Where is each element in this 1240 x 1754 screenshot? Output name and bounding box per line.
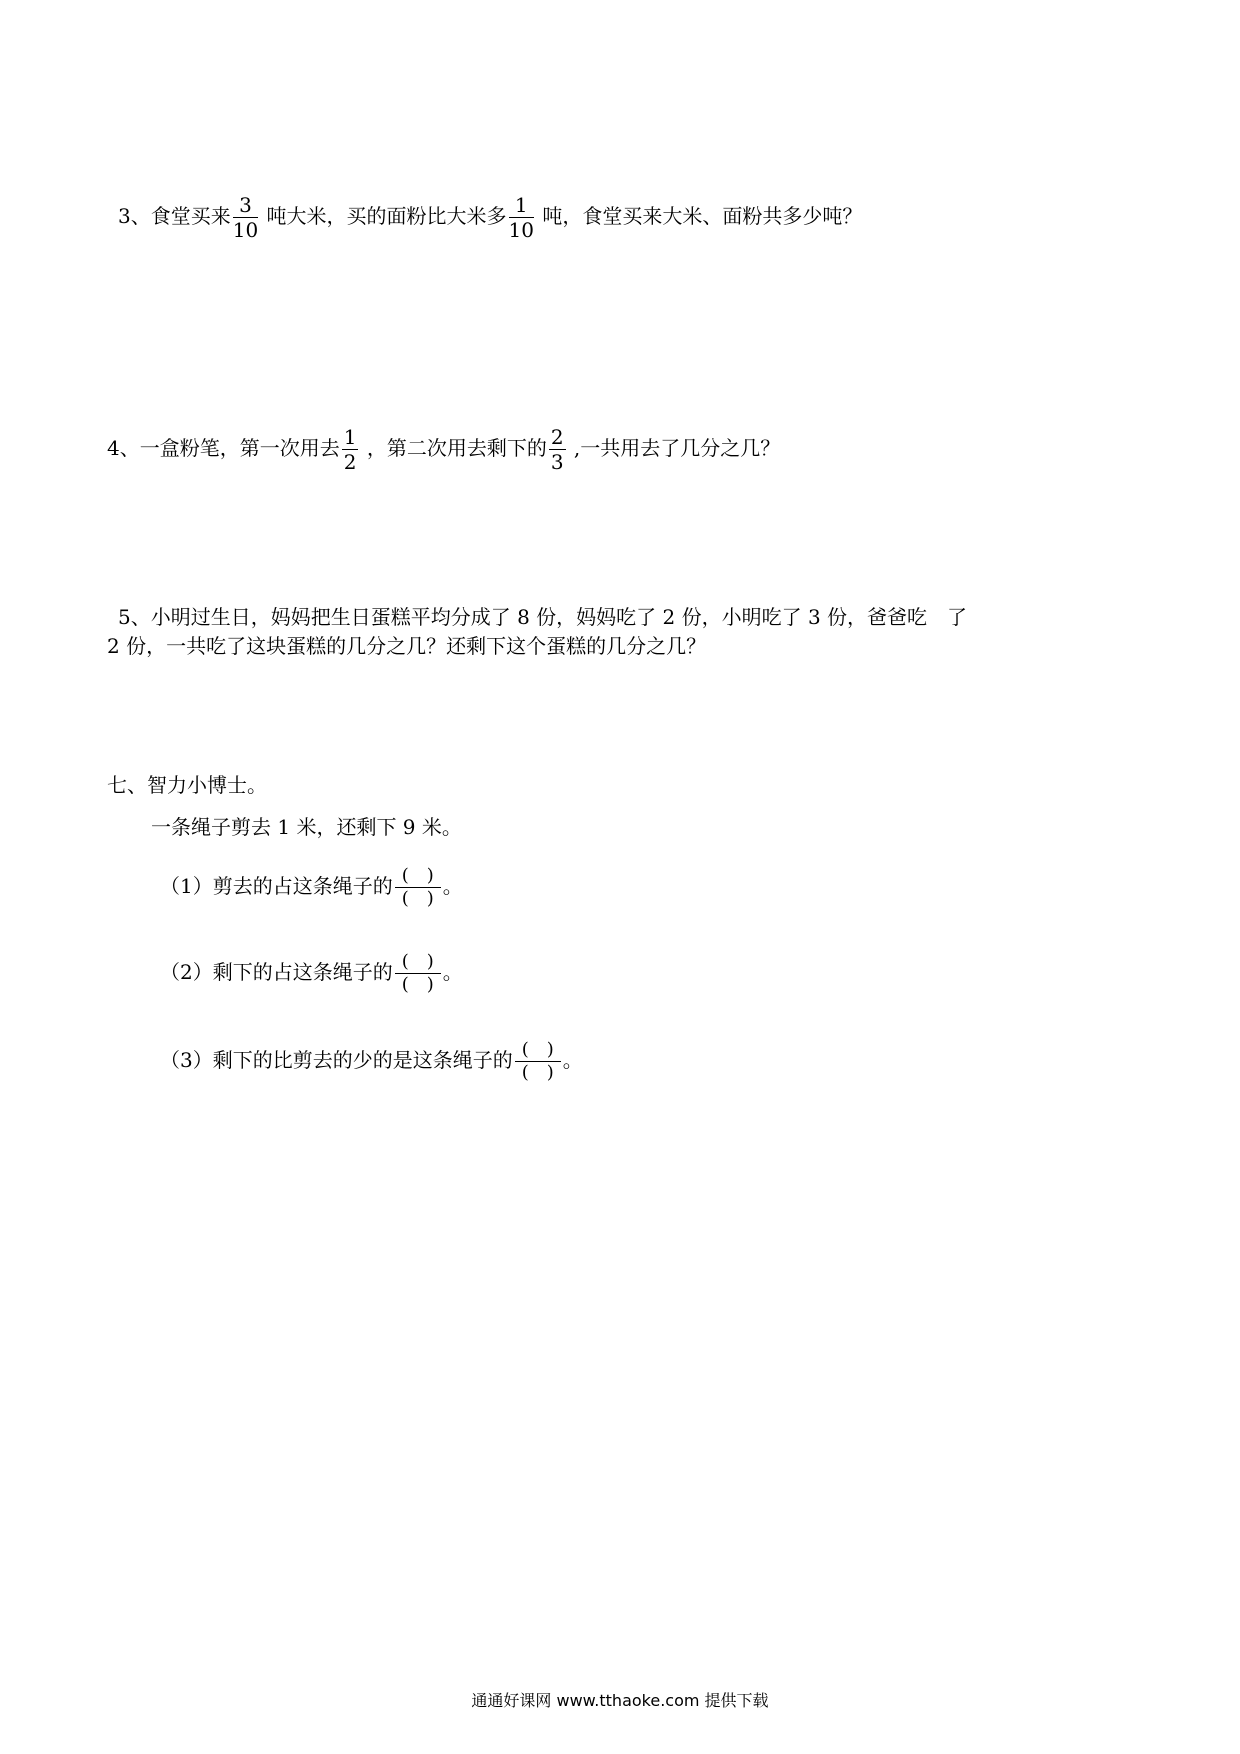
q4-text-part1: 4、一盒粉笔，第一次用去 [107,436,340,460]
q3-text-part1: 3、食堂买来 [118,204,231,228]
q3-text-part3: 吨，食堂买来大米、面粉共多少吨？ [536,204,863,228]
item-3-blank-numerator[interactable]: ( ) [515,1040,561,1062]
item-2-end: 。 [442,959,463,984]
q4-text-part3: ,一共用去了几分之几？ [567,436,781,460]
q4-fraction-1-denominator: 2 [343,450,357,474]
question-5-line-2: 2 份，一共吃了这块蛋糕的几分之几？还剩下这个蛋糕的几分之几？ [107,634,707,658]
q3-fraction-2-numerator: 1 [509,194,534,218]
q4-fraction-1 [342,426,359,473]
item-1-blank-fraction[interactable] [395,866,441,909]
item-3-blank-denominator[interactable]: ( ) [521,1061,554,1083]
item-2-text: （2）剩下的占这条绳子的 [160,959,393,984]
q3-fraction-1 [233,194,258,241]
q4-fraction-2-numerator: 2 [550,425,564,449]
section-7-item-3 [160,1040,583,1083]
item-2-blank-numerator[interactable]: ( ) [395,952,441,974]
q3-fraction-1-numerator: 3 [233,194,258,218]
item-1-text: （1）剪去的占这条绳子的 [160,873,393,898]
q3-fraction-2 [509,194,534,241]
section-7-intro: 一条绳子剪去 1 米，还剩下 9 米。 [151,815,462,839]
item-3-end: 。 [562,1047,583,1072]
item-3-blank-fraction[interactable] [515,1040,561,1083]
item-1-blank-denominator[interactable]: ( ) [401,887,434,909]
section-7-item-1 [160,866,463,909]
question-5-line-1: 5、小明过生日，妈妈把生日蛋糕平均分成了 8 份，妈妈吃了 2 份，小明吃了 3 份，爸爸吃 了 [118,605,968,629]
q4-fraction-2-denominator: 3 [550,450,564,474]
question-3 [118,194,862,241]
item-2-blank-fraction[interactable] [395,952,441,995]
q3-fraction-1-denominator: 10 [232,218,259,242]
item-3-text: （3）剩下的比剪去的少的是这条绳子的 [160,1047,513,1072]
q4-fraction-1-numerator: 1 [343,425,357,449]
section-7-item-2 [160,952,463,995]
q4-fraction-2 [549,426,566,473]
item-2-blank-denominator[interactable]: ( ) [401,973,434,995]
page-footer: 通通好课网 www.tthaoke.com 提供下载 [471,1691,769,1710]
q4-text-part2: ，第二次用去剩下的 [360,436,547,460]
question-4 [107,426,780,473]
q3-text-part2: 吨大米，买的面粉比大米多 [260,204,507,228]
item-1-blank-numerator[interactable]: ( ) [395,866,441,888]
q3-fraction-2-denominator: 10 [508,218,534,242]
section-7-title: 七、智力小博士。 [107,773,267,797]
item-1-end: 。 [442,873,463,898]
